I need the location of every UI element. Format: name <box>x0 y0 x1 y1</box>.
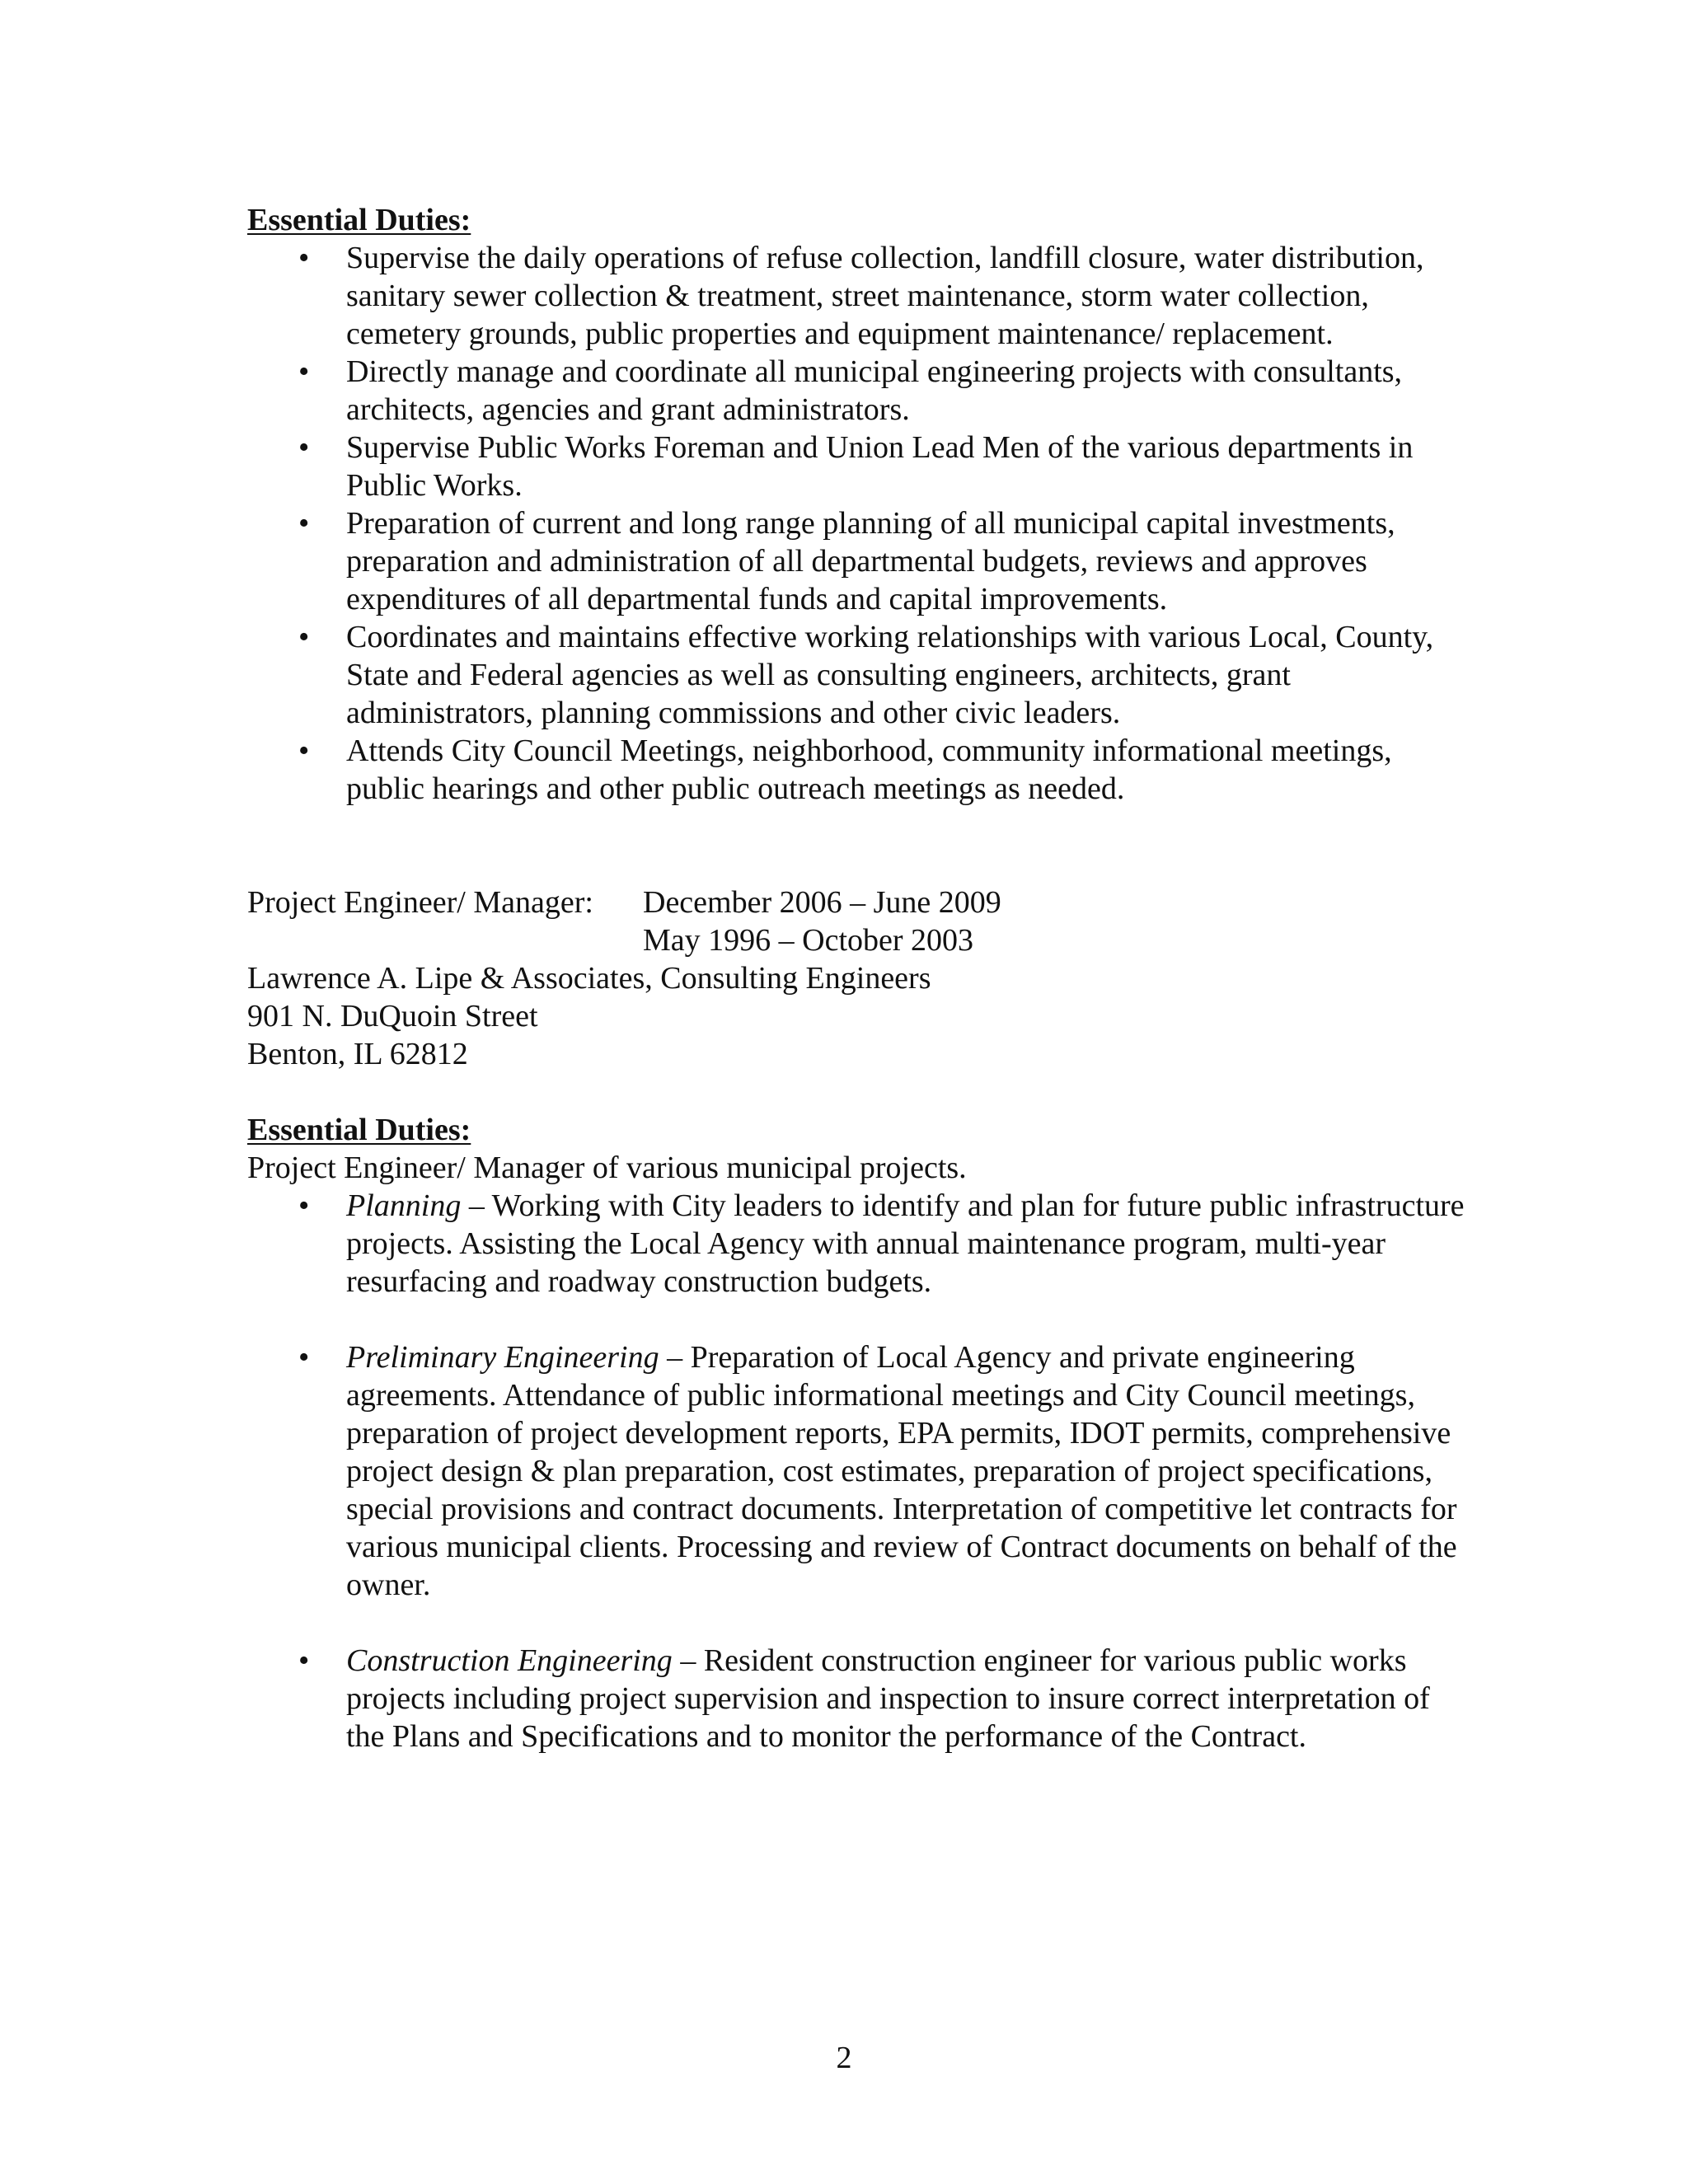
list-item-text: Coordinates and maintains effective working relationships with various Local, County, State and Federal agencies as well as consulting engineers, architects, grant administrators, planning commissions and other civic leaders. <box>346 620 1434 730</box>
list-item <box>247 732 1467 808</box>
list-item-text: Preparation of current and long range planning of all municipal capital investments, preparation and administration of all departmental budgets, reviews and approves expenditures of all departmental funds and capital improvements. <box>346 506 1395 616</box>
list-item-text: – Preparation of Local Agency and private engineering agreements. Attendance of public informational meetings and City Council meetings, preparation of project development reports, EPA permits, IDOT permits, comprehensive project design & plan preparation, cost estimates, preparation of project specifications, special provisions and contract documents. Interpretation of competitive let contracts for various municipal clients. Processing and review of Contract documents on behalf of the owner. <box>346 1340 1457 1602</box>
bullet-icon: • <box>298 241 310 275</box>
section-heading: Essential Duties: <box>247 1113 471 1147</box>
bullet-icon: • <box>298 354 310 389</box>
list-item <box>247 353 1467 429</box>
list-item <box>247 1642 1467 1755</box>
list-item-text: – Resident construction engineer for various public works projects including project supervision and inspection to insure correct interpretation of the Plans and Specifications and to monitor the performance of the Contract. <box>346 1643 1430 1754</box>
list-item <box>247 429 1467 504</box>
list-item-term: Planning <box>346 1188 462 1223</box>
list-item-text: Supervise the daily operations of refuse collection, landfill closure, water distribution, sanitary sewer collection & treatment, street maintenance, storm water collection, cemetery grounds, public properties and equipment maintenance/ replacement. <box>346 241 1424 351</box>
bullet-icon: • <box>298 430 310 465</box>
company-city: Benton, IL 62812 <box>247 1037 468 1071</box>
document-body <box>247 201 1467 1755</box>
spacer <box>247 808 1467 883</box>
list-item <box>247 504 1467 618</box>
list-item-text: Supervise Public Works Foreman and Union Lead Men of the various departments in Public Works. <box>346 430 1414 503</box>
list-item-text: Attends City Council Meetings, neighborhood, community informational meetings, public hearings and other public outreach meetings as needed. <box>346 733 1392 806</box>
bullet-icon: • <box>298 620 310 654</box>
list-item <box>247 239 1467 353</box>
bullet-icon: • <box>298 1340 310 1375</box>
duties-list <box>247 239 1467 808</box>
bullet-icon: • <box>298 733 310 768</box>
bullet-icon: • <box>298 506 310 541</box>
job-title: Project Engineer/ Manager: <box>247 885 593 920</box>
company-street: 901 N. DuQuoin Street <box>247 999 538 1033</box>
list-item <box>247 618 1467 732</box>
job-dates-primary: December 2006 – June 2009 <box>643 885 1001 920</box>
list-item-text: – Working with City leaders to identify and plan for future public infrastructure projects. Assisting the Local Agency with annual maintenance program, multi-year resurfacing and roadway construction budgets. <box>346 1188 1465 1299</box>
list-item <box>247 1338 1467 1604</box>
section-intro: Project Engineer/ Manager of various municipal projects. <box>247 1151 967 1185</box>
list-item <box>247 1187 1467 1301</box>
project-duties-list <box>247 1187 1467 1755</box>
list-item-text: Directly manage and coordinate all municipal engineering projects with consultants, architects, agencies and grant administrators. <box>346 354 1403 427</box>
job-header <box>247 883 1467 921</box>
bullet-icon: • <box>298 1643 310 1678</box>
page-number: 2 <box>836 2041 852 2075</box>
spacer <box>247 1073 1467 1111</box>
company-name: Lawrence A. Lipe & Associates, Consulting Engineers <box>247 961 931 996</box>
section-heading: Essential Duties: <box>247 203 471 237</box>
bullet-icon: • <box>298 1188 310 1223</box>
list-item-term: Construction Engineering <box>346 1643 673 1678</box>
job-dates-secondary: May 1996 – October 2003 <box>643 923 974 958</box>
list-item-term: Preliminary Engineering <box>346 1340 659 1375</box>
